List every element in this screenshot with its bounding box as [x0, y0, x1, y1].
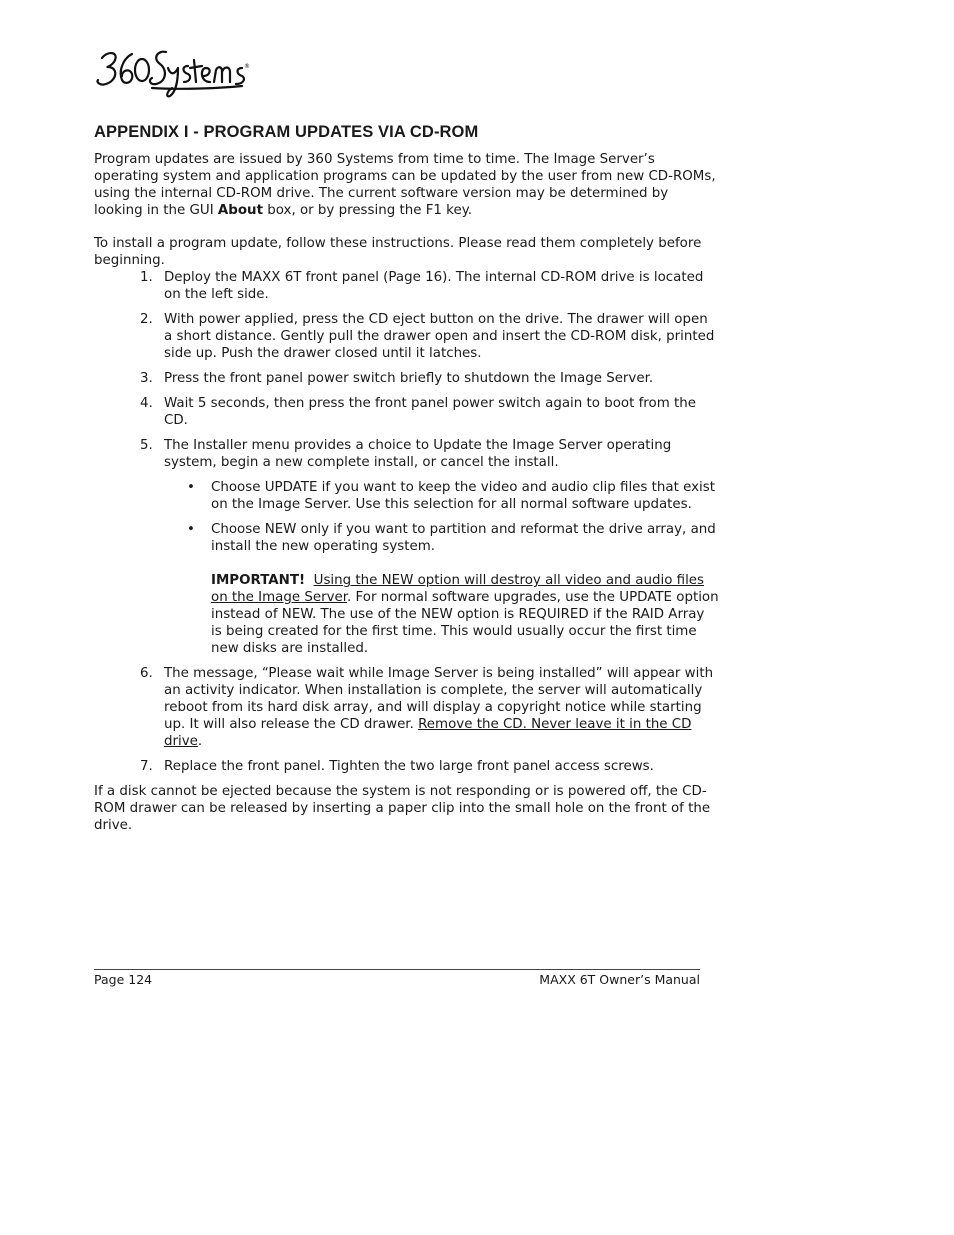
page-body	[94, 124, 719, 834]
bullet-icon: •	[187, 480, 195, 495]
bullet-icon: •	[187, 522, 195, 537]
option-new: • Choose NEW only if you want to partition and reformat the drive array, and install the new operating system.	[187, 522, 716, 554]
intro-text: Program updates are issued by 360 Systems from time to time. The Image Server’s operating system and application programs can be updated by the user from new CD-ROMs, using the internal CD-ROM drive. The current software version may be determined by looking in the GUI	[94, 152, 716, 218]
manual-title: MAXX 6T Owner’s Manual	[539, 972, 700, 987]
step-7: 7. Replace the front panel. Tighten the two large front panel access screws.	[140, 759, 654, 774]
step-4: 4. Wait 5 seconds, then press the front panel power switch again to boot from the CD.	[140, 396, 696, 428]
step-5: 5. The Installer menu provides a choice to Update the Image Server operating system, begin a new complete install, or cancel the install. • Choose UPDATE if you want to keep the video and audio clip files that exist on the Image Server. Use this selection for all normal software updates. • Choose NEW only if you want to partition and reformat the drive array, and install the new operating system. IMPORTANT! Using the NEW option will destroy all video and audio files on the Image Server. For normal software upgrades, use the UPDATE option instead of NEW. The use of the NEW option is REQUIRED if the RAID Array is being created for the first time. This would usually occur the first time new disks are installed.	[140, 438, 719, 656]
step-6: 6. The message, “Please wait while Image Server is being installed” will appear with an activity indicator. When installation is complete, the server will automatically reboot from its hard disk array, and will display a copyright notice while starting up. It will also release the CD drawer. Remove the CD. Never leave it in the CD drive.	[140, 666, 714, 749]
remove-cd-warning: Remove the CD. Never leave it in the CD drive	[164, 717, 692, 749]
svg-text:®: ®	[244, 63, 250, 70]
option-update: • Choose UPDATE if you want to keep the video and audio clip files that exist on the Image Server. Use this selection for all normal software updates.	[187, 480, 715, 512]
page-footer	[94, 969, 700, 987]
install-steps	[94, 269, 719, 775]
warning-underlined: Using the NEW option will destroy all video and audio files on the Image Server	[211, 573, 705, 605]
intro-paragraph	[94, 151, 719, 219]
company-logo	[92, 40, 257, 100]
step-3: 3. Press the front panel power switch briefly to shutdown the Image Server.	[140, 371, 654, 386]
step-1: 1. Deploy the MAXX 6T front panel (Page 16). The internal CD-ROM drive is located on the left side.	[140, 270, 704, 302]
important-label: IMPORTANT!	[211, 573, 306, 588]
instructions-intro: To install a program update, follow these instructions. Please read them completely before beginning.	[94, 236, 702, 268]
about-bold: About	[217, 203, 263, 218]
important-note: IMPORTANT! Using the NEW option will destroy all video and audio files on the Image Server. For normal software upgrades, use the UPDATE option instead of NEW. The use of the NEW option is REQUIRED if the RAID Array is being created for the first time. This would usually occur the first time new disks are installed.	[211, 573, 719, 656]
step-2: 2. With power applied, press the CD eject button on the drive. The drawer will open a short distance. Gently pull the drawer open and insert the CD-ROM disk, printed side up. Push the drawer closed until it latches.	[140, 312, 715, 361]
closing-paragraph: If a disk cannot be ejected because the system is not responding or is powered off, the CD-ROM drawer can be released by inserting a paper clip into the small hole on the front of the drive.	[94, 784, 711, 833]
intro-text-end: box, or by pressing the F1 key.	[263, 203, 472, 218]
installer-options	[164, 479, 719, 555]
logo-360-systems-icon	[92, 40, 257, 100]
page-number: Page 124	[94, 972, 153, 987]
footer-divider	[94, 969, 700, 970]
appendix-heading: APPENDIX I - PROGRAM UPDATES VIA CD-ROM	[94, 123, 479, 141]
